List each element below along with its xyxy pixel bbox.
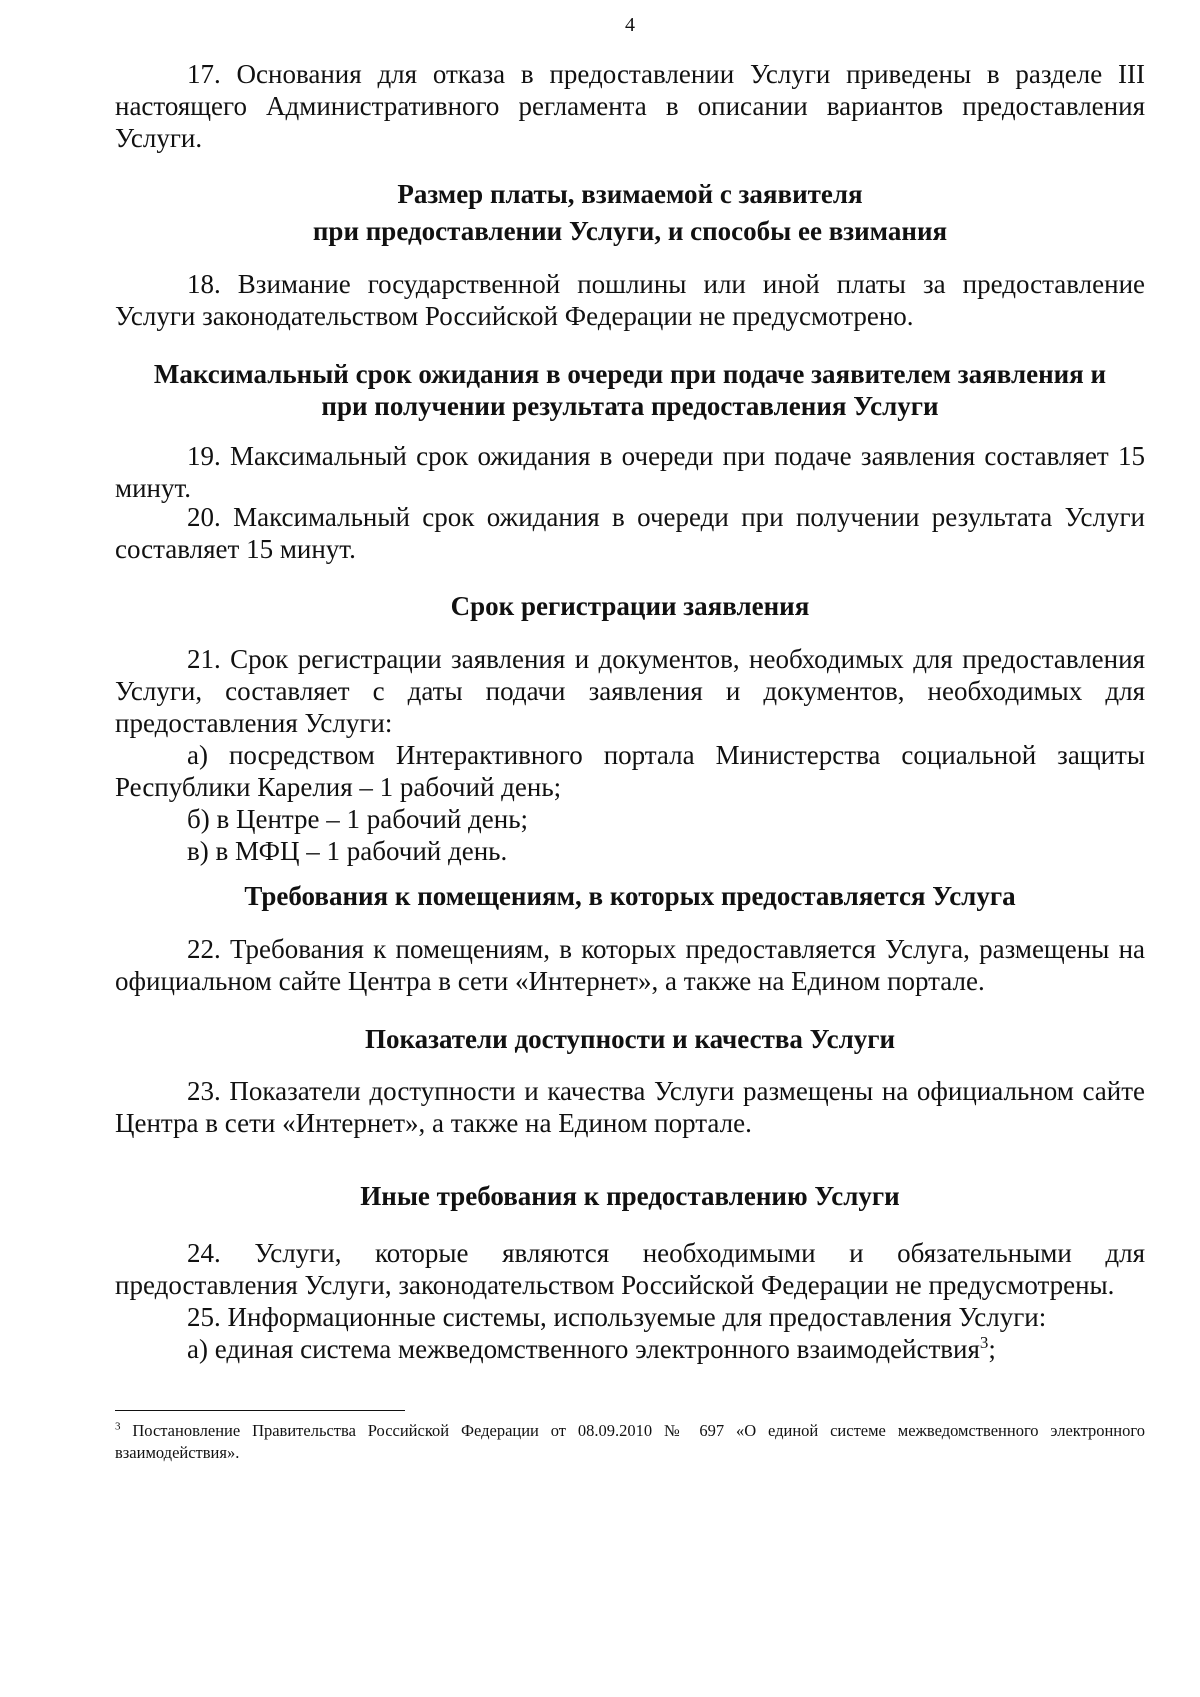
paragraph-24: 24. Услуги, которые являются необходимыми и обязательными для предоставления Услуги, законодательством Российской Федерации не предусмотрены. 25. Информационные системы, используемые для предоставления Услуги: а) единая система межведомственного электронного взаимодействия$^3$; bbox=[115, 1238, 1145, 1364]
footnote-divider bbox=[115, 1410, 405, 1411]
paragraph-17: 17. Основания для отказа в предоставлении Услуги приведены в разделе III настоящего Административного регламента в описании вариантов предоставления Услуги. bbox=[115, 59, 1145, 153]
heading-queue-line2: при получении результата предоставления Услуги bbox=[321, 391, 939, 421]
heading-fee-line2: при предоставлении Услуги, и способы ее взимания bbox=[312, 216, 948, 246]
footnote-text: Постановление Правительства Российской Федерации от 08.09.2010 № 697 «О единой системе межведомственного электронного взаимодействия». bbox=[115, 1421, 1145, 1462]
page-number: 4 bbox=[625, 14, 635, 36]
heading-registration: Срок регистрации заявления bbox=[450, 591, 810, 621]
heading-fee bbox=[115, 178, 1145, 247]
paragraph-21a: а) посредством Интерактивного портала Министерства социальной защиты Республики Карелия – 1 рабочий день; bbox=[115, 740, 1145, 802]
heading-fee-line1: Размер платы, взимаемой с заявителя bbox=[397, 179, 863, 209]
paragraph-19: 19. Максимальный срок ожидания в очереди при подаче заявления составляет 15 минут. bbox=[115, 441, 1145, 503]
heading-premises: Требования к помещениям, в которых предоставляется Услуга bbox=[244, 881, 1016, 911]
heading-queue bbox=[115, 358, 1145, 422]
paragraph-20: 20. Максимальный срок ожидания в очереди при получении результата Услуги составляет 15 минут. bbox=[115, 502, 1145, 564]
paragraph-21: 21. Срок регистрации заявления и документов, необходимых для предоставления Услуги, составляет с даты подачи заявления и документов, необходимых для предоставления Услуги: а) посредством Интерактивного портала Министерства социальной защиты Республики Карелия – 1 рабочий день; б) в Центре – 1 рабочий день; в) в МФЦ – 1 рабочий день. bbox=[115, 644, 1145, 866]
paragraph-22: 22. Требования к помещениям, в которых предоставляется Услуга, размещены на официальном сайте Центра в сети «Интернет», а также на Едином портале. bbox=[115, 934, 1145, 996]
footnote bbox=[115, 1420, 1145, 1464]
heading-other: Иные требования к предоставлению Услуги bbox=[360, 1181, 900, 1211]
heading-queue-line1: Максимальный срок ожидания в очереди при подаче заявителем заявления и bbox=[153, 359, 1107, 389]
paragraph-25a: а) единая система межведомственного электронного взаимодействия$^3$; bbox=[187, 1333, 996, 1364]
paragraph-21b: б) в Центре – 1 рабочий день; bbox=[187, 804, 529, 834]
paragraph-25: 25. Информационные системы, используемые для предоставления Услуги: bbox=[187, 1302, 1047, 1332]
footnote-mark: 3 bbox=[115, 1420, 121, 1433]
paragraph-18: 18. Взимание государственной пошлины или иной платы за предоставление Услуги законодательством Российской Федерации не предусмотрено. bbox=[115, 269, 1145, 331]
paragraph-23: 23. Показатели доступности и качества Услуги размещены на официальном сайте Центра в сети «Интернет», а также на Едином портале. bbox=[115, 1076, 1145, 1138]
paragraph-21c: в) в МФЦ – 1 рабочий день. bbox=[187, 836, 508, 866]
heading-quality: Показатели доступности и качества Услуги bbox=[364, 1024, 896, 1054]
footnote-ref: 3 bbox=[979, 1333, 989, 1352]
